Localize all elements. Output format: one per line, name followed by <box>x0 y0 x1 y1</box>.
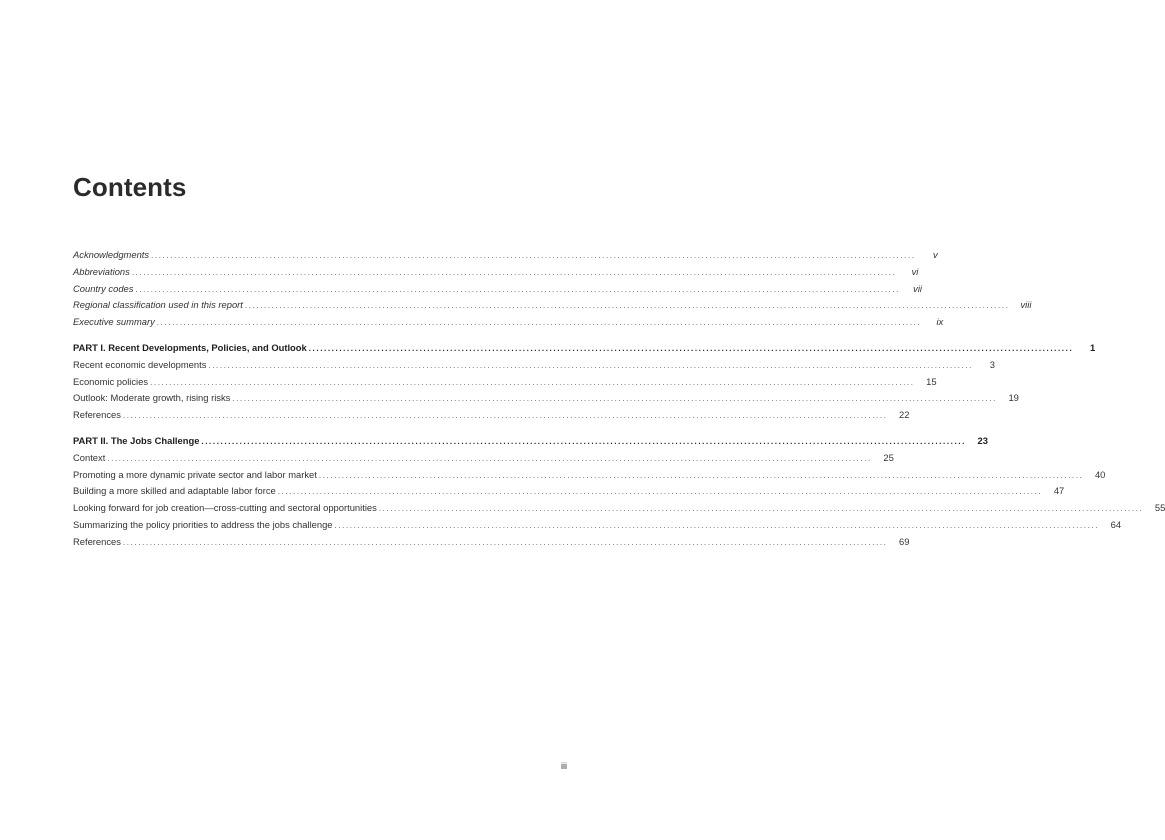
toc-entry-page: vi <box>911 265 919 277</box>
toc-entry-label: Summarizing the policy priorities to address the jobs challenge <box>73 518 333 530</box>
toc-entry[interactable] <box>73 450 894 467</box>
toc-entry-label: Executive summary <box>73 316 155 328</box>
dot-leader: ........................................................................................................................................................................................................ <box>244 301 1010 311</box>
toc-entry[interactable] <box>73 483 1065 500</box>
toc-entry-page: 19 <box>1008 392 1019 404</box>
table-of-contents <box>73 247 1165 551</box>
toc-entry[interactable] <box>73 247 938 264</box>
toc-entry-label: Abbreviations <box>73 265 130 277</box>
toc-entry[interactable] <box>73 281 922 298</box>
toc-entry[interactable] <box>73 390 1019 407</box>
toc-part-2 <box>73 433 1165 551</box>
toc-entry-page: 55 <box>1154 502 1165 514</box>
toc-entry-label: Country codes <box>73 282 134 294</box>
toc-entry-label: Outlook: Moderate growth, rising risks <box>73 392 231 404</box>
page-number: iii <box>561 761 567 771</box>
toc-entry-page: 22 <box>899 409 910 421</box>
toc-part-heading[interactable] <box>73 433 988 450</box>
dot-leader: ........................................................................................................................................................................................................ <box>232 394 997 404</box>
toc-entry-label: PART I. Recent Developments, Policies, and Outlook <box>73 341 307 353</box>
toc-entry-label: References <box>73 409 121 421</box>
toc-entry-page: 69 <box>899 535 910 547</box>
toc-entry-page: ix <box>936 316 944 328</box>
toc-entry-label: References <box>73 535 121 547</box>
toc-entry-page: 1 <box>1090 341 1096 353</box>
toc-entry-page: viii <box>1020 299 1032 311</box>
toc-entry-page: vii <box>913 282 922 294</box>
toc-entry[interactable] <box>73 467 1106 484</box>
page-title: Contents <box>73 172 187 202</box>
dot-leader: ........................................................................................................................................................................................................ <box>201 436 966 446</box>
toc-entry[interactable] <box>73 534 910 551</box>
toc-entry-page: 15 <box>926 375 937 387</box>
dot-leader: ........................................................................................................................................................................................................ <box>151 251 916 260</box>
toc-part-1 <box>73 340 1096 424</box>
toc-entry-page: v <box>932 249 938 260</box>
toc-entry[interactable] <box>73 264 919 281</box>
toc-entry-label: PART II. The Jobs Challenge <box>73 434 200 446</box>
toc-part-heading[interactable] <box>73 340 1096 357</box>
toc-entry[interactable] <box>73 357 995 374</box>
toc-entry[interactable] <box>73 314 944 331</box>
dot-leader: ........................................................................................................................................................................................................ <box>308 343 1074 353</box>
dot-leader: ........................................................................................................................................................................................................ <box>208 360 973 370</box>
toc-entry-page: 3 <box>989 358 995 370</box>
toc-entry-label: Regional classification used in this report <box>73 299 243 311</box>
toc-entry-page: 25 <box>883 451 894 463</box>
toc-entry-label: Context <box>73 451 106 463</box>
toc-entry[interactable] <box>73 517 1122 534</box>
toc-entry[interactable] <box>73 407 910 424</box>
toc-entry[interactable] <box>73 500 1165 517</box>
toc-entry-label: Looking forward for job creation—cross-cutting and sectoral opportunities <box>73 502 377 514</box>
toc-entry-label: Economic policies <box>73 375 149 387</box>
dot-leader: ........................................................................................................................................................................................................ <box>318 470 1084 480</box>
dot-leader: ........................................................................................................................................................................................................ <box>131 267 897 277</box>
toc-entry-page: 23 <box>977 434 988 446</box>
toc-entry-label: Acknowledgments <box>73 249 150 260</box>
toc-entry-page: 40 <box>1094 468 1106 480</box>
dot-leader: ........................................................................................................................................................................................................ <box>156 318 922 328</box>
toc-entry[interactable] <box>73 297 1032 314</box>
toc-entry-label: Recent economic developments <box>73 358 207 370</box>
dot-leader: ........................................................................................................................................................................................................ <box>122 411 888 421</box>
toc-entry-label: Building a more skilled and adaptable labor force <box>73 485 276 497</box>
dot-leader: ........................................................................................................................................................................................................ <box>334 520 1100 530</box>
dot-leader: ........................................................................................................................................................................................................ <box>150 377 915 387</box>
dot-leader: ........................................................................................................................................................................................................ <box>378 504 1144 514</box>
toc-entry-page: 47 <box>1053 485 1065 497</box>
toc-entry-label: Promoting a more dynamic private sector and labor market <box>73 468 317 480</box>
toc-entry-page: 64 <box>1110 518 1122 530</box>
dot-leader: ........................................................................................................................................................................................................ <box>277 487 1043 497</box>
dot-leader: ........................................................................................................................................................................................................ <box>135 284 900 294</box>
toc-front-matter <box>73 247 1032 331</box>
dot-leader: ........................................................................................................................................................................................................ <box>122 537 888 547</box>
toc-entry[interactable] <box>73 374 937 391</box>
dot-leader: ........................................................................................................................................................................................................ <box>107 453 872 463</box>
